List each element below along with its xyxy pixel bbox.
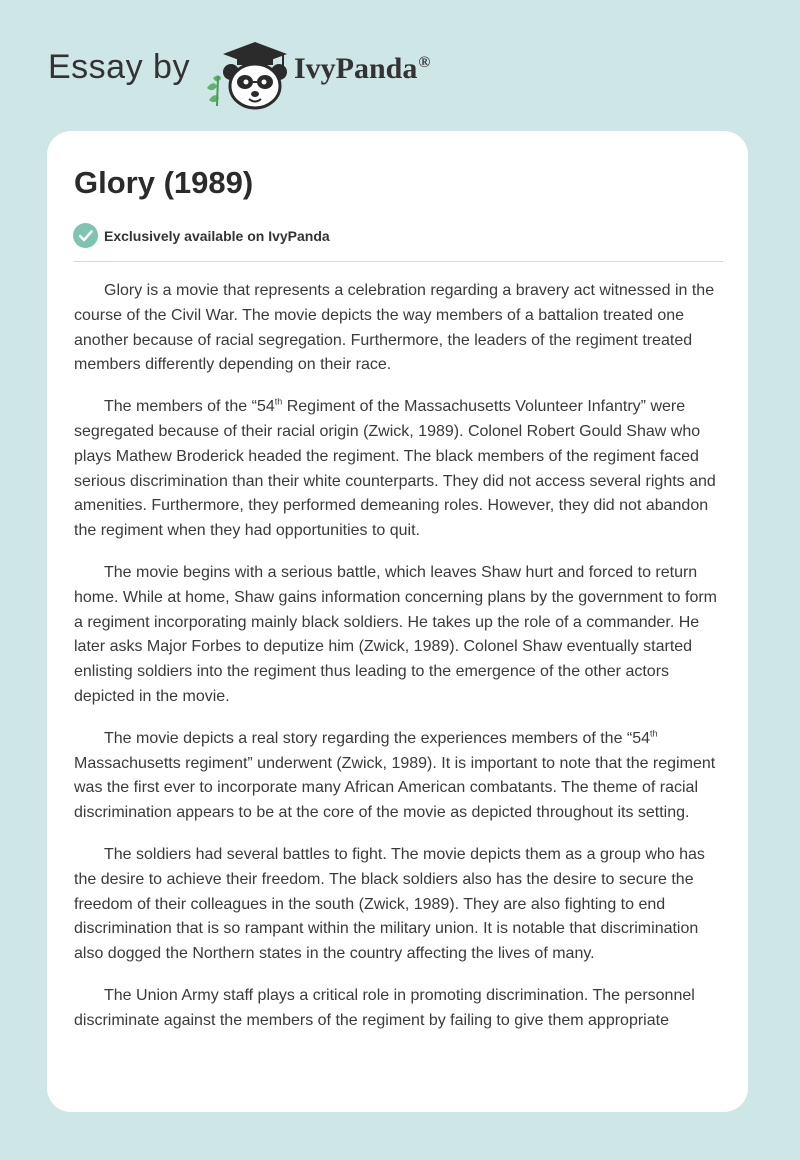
ordinal-suffix: th <box>274 396 283 407</box>
brand-label: IvyPanda <box>294 52 418 85</box>
exclusive-badge <box>73 223 330 248</box>
essay-card <box>47 131 748 1112</box>
title-divider <box>74 261 723 262</box>
registered-mark: ® <box>418 54 431 71</box>
paragraph: The Union Army staff plays a critical role in promoting discrimination. The personnel discriminate against the members of the regiment by failing to give them appropriate <box>74 986 695 1029</box>
paragraph-text: The movie depicts a real story regarding the experiences members of the “54 <box>104 729 651 747</box>
paragraph-text: The members of the “54 <box>104 398 275 416</box>
essay-title: Glory (1989) <box>74 165 254 200</box>
panda-logo-icon <box>203 38 289 110</box>
essay-by-label: Essay by <box>48 48 190 86</box>
paragraph: Glory is a movie that represents a celebration regarding a bravery act witnessed in the course of the Civil War. The movie depicts the way members of a battalion treated one another because of racial segregation. Furthermore, the leaders of the regiment treated members differently depending on their race. <box>74 282 715 374</box>
paragraph-text: Massachusetts regiment” underwent (Zwick, 1989). It is important to note that the regiment was the first ever to incorporate many African American combatants. The theme of racial discrimination appears to be at the core of the movie as depicted throughout its setting. <box>74 754 716 822</box>
check-circle-icon <box>73 223 98 248</box>
exclusive-badge-label: Exclusively available on IvyPanda <box>104 227 330 244</box>
ordinal-suffix: th <box>650 728 658 739</box>
paragraph <box>74 727 726 826</box>
paragraph-text: Regiment of the Massachusetts Volunteer Infantry” were segregated because of their racial origin (Zwick, 1989). Colonel Robert Gould Shaw who plays Mathew Broderick headed the regiment. The black members of the regiment faced serious discrimination than their white counterparts. They did not access several rights and amenities. Furthermore, they performed demeaning roles. However, they did not abandon the regiment when they had opportunities to quit. <box>74 398 716 540</box>
paragraph: The movie begins with a serious battle, which leaves Shaw hurt and forced to return home. While at home, Shaw gains information concerning plans by the government to form a regiment incorporating mainly black soldiers. He takes up the role of a commander. He later asks Major Forbes to deputize him (Zwick, 1989). Colonel Shaw eventually started enlisting soldiers into the regiment thus leading to the emergence of the other actors depicted in the movie. <box>74 563 717 705</box>
paragraph <box>74 395 726 544</box>
brand-name <box>294 52 430 86</box>
site-header <box>0 0 800 130</box>
essay-body <box>74 279 726 1051</box>
paragraph: The soldiers had several battles to fight. The movie depicts them as a group who has the desire to achieve their freedom. The black soldiers also has the desire to secure the freedom of their colleagues in the south (Zwick, 1989). They are also fighting to end discrimination that is so rampant within the military union. It is notable that discrimination also dogged the Northern states in the country affecting the lives of many. <box>74 845 705 963</box>
